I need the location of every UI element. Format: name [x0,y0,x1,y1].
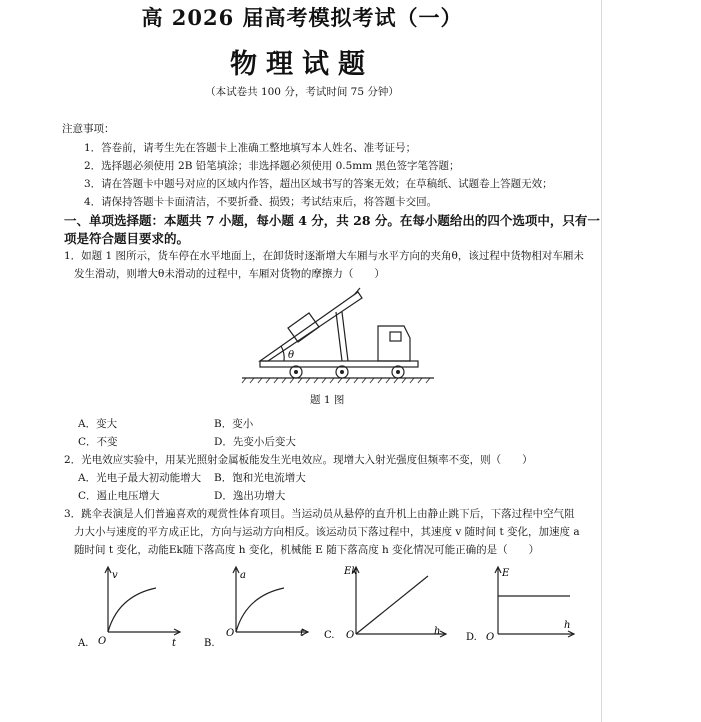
q1-option-c: C．不变 [78,436,118,448]
section-heading: 一、单项选择题：本题共 7 小题，每小题 4 分，共 28 分。在每小题给出的四个选项中，只有一 [64,213,600,228]
question-3-text-cont2: 随时间 t 变化，动能Ek随下落高度 h 变化，机械能 E 随下落高度 h 变化情况可能正确的是（ ） [74,544,540,556]
graph-d [466,562,578,648]
graph-b-curve [236,588,284,632]
graph-a-y-label: v [112,570,118,581]
graph-b-option: B. [204,638,215,648]
exam-note: （本试卷共 100 分，考试时间 75 分钟） [205,86,399,98]
question-3-text: 3．跳伞表演是人们普遍喜欢的观赏性体育项目。当运动员从悬停的直升机上由静止跳下后，下落过程中空气阻 [64,508,575,520]
graph-b [204,564,314,648]
question-1-text: 1．如题 1 图所示，货车停在水平地面上，在卸货时逐渐增大车厢与水平方向的夹角θ，该过程中货物相对车厢未 [64,250,584,262]
graph-c-line [356,576,428,634]
ground-hatching [242,378,430,383]
graph-d-x-label: h [564,620,571,631]
graph-b-y-label: a [240,570,246,581]
notice-item: 2．选择题必须使用 2B 铅笔填涂；非选择题必须使用 0.5mm 黑色签字笔答题； [84,160,460,172]
graph-a-origin: O [98,636,107,647]
graph-c-y-label: Ek [344,566,358,577]
truck-window [390,332,401,341]
angle-label: θ [288,350,295,361]
notice-item: 3．请在答题卡中题号对应的区域内作答，超出区域书写的答案无效；在草稿纸、试题卷上答题无效； [84,178,553,190]
q2-option-b: B．饱和光电流增大 [214,472,306,484]
hydraulic-piston [336,312,342,361]
notice-item: 1．答卷前，请考生先在答题卡上准确工整地填写本人姓名、准考证号； [84,142,417,154]
graph-c-x-label: h [434,626,441,637]
q2-option-d: D．逸出功增大 [214,490,286,502]
graph-c-option: C. [324,630,335,641]
truck-figure [238,286,438,386]
graph-d-y-label: E [502,568,510,579]
angle-arc [281,346,284,361]
subject-title: 物理试题 [230,49,374,80]
q2-option-a: A．光电子最大初动能增大 [78,472,202,484]
graph-b-x-label: t [300,628,305,639]
graph-c-origin: O [346,630,355,641]
notice-item: 4．请保持答题卡卡面清洁，不要折叠、损毁；考试结束后，将答题卡交回。 [84,196,438,208]
graph-a-option: A. [78,638,89,648]
q1-option-a: A．变大 [78,418,118,430]
truck-chassis [260,361,418,367]
figure-1-caption: 题 1 图 [310,394,345,406]
notice-heading: 注意事项： [62,123,115,135]
graph-d-option: D. [466,632,477,643]
truck-cab [378,326,410,361]
graph-a-x-label: t [172,638,177,648]
question-3-text-cont: 力大小与速度的平方成正比，方向与运动方向相反。该运动员下落过程中，其速度 v 随时间 t 变化，加速度 a [74,526,580,538]
section-heading-cont: 项是符合题目要求的。 [64,231,190,246]
graph-a [76,564,186,648]
graph-a-curve [108,588,156,632]
page-edge-divider [601,0,602,722]
graph-c [322,562,450,648]
exam-title: 高 2026 届高考模拟考试（一） [141,5,463,30]
q1-option-d: D．先变小后变大 [214,436,296,448]
graph-d-origin: O [486,632,495,643]
graph-b-origin: O [226,628,235,639]
q1-option-b: B．变小 [214,418,254,430]
q2-option-c: C．遏止电压增大 [78,490,160,502]
question-1-text-cont: 发生滑动，则增大θ未滑动的过程中，车厢对货物的摩擦力（ ） [74,268,385,280]
question-2-text: 2．光电效应实验中，用某光照射金属板能发生光电效应。现增大入射光强度但频率不变，则（ ） [64,454,533,466]
